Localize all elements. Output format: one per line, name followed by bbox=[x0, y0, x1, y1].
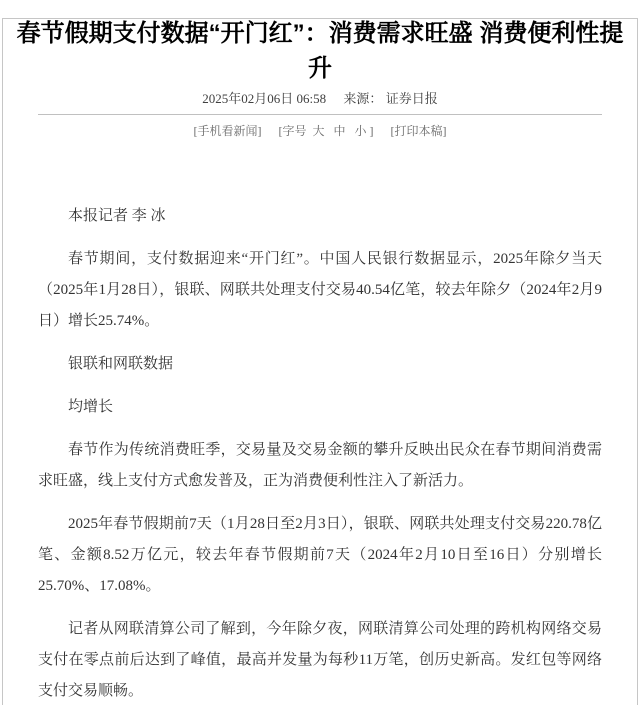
byline: 本报记者 李 冰 bbox=[68, 208, 166, 224]
paragraph: 均增长 bbox=[68, 399, 114, 415]
font-size-medium-link[interactable]: 中 bbox=[333, 124, 346, 138]
paragraph: 银联和网联数据 bbox=[68, 356, 174, 372]
article-body bbox=[38, 201, 602, 707]
font-size-control bbox=[278, 123, 373, 139]
article-title: 春节假期支付数据“开门红”：消费需求旺盛 消费便利性提升 bbox=[16, 20, 624, 82]
font-size-small-link[interactable]: 小 bbox=[354, 124, 367, 138]
font-size-label: [字号 bbox=[278, 124, 307, 138]
paragraph: 春节期间，支付数据迎来“开门红”。中国人民银行数据显示，2025年除夕当天（2025年1月28日），银联、网联共处理支付交易40.54亿笔，较去年除夕（2024年2月9日）增长25.74%。 bbox=[38, 251, 602, 329]
article-meta bbox=[0, 90, 640, 107]
divider bbox=[38, 114, 602, 115]
font-size-label-close: ] bbox=[369, 124, 374, 138]
font-size-large-link[interactable]: 大 bbox=[312, 124, 325, 138]
print-link[interactable]: [打印本稿] bbox=[390, 124, 447, 138]
article-page bbox=[0, 16, 640, 705]
publish-datetime: 2025年02月06日 06:58 bbox=[202, 91, 327, 106]
paragraph: 2025年春节假期前7天（1月28日至2月3日），银联、网联共处理支付交易220.78亿笔、金额8.52万亿元，较去年春节假期前7天（2024年2月10日至16日）分别增长25.70%、17.08%。 bbox=[38, 516, 602, 594]
toolbar bbox=[0, 123, 640, 139]
paragraph: 记者从网联清算公司了解到，今年除夕夜，网联清算公司处理的跨机构网络交易支付在零点前后达到了峰值，最高并发量为每秒11万笔，创历史新高。发红包等网络支付交易顺畅。 bbox=[38, 621, 602, 699]
paragraph: 春节作为传统消费旺季，交易量及交易金额的攀升反映出民众在春节期间消费需求旺盛，线上支付方式愈发普及，正为消费便利性注入了新活力。 bbox=[38, 442, 602, 489]
source-name: 证券日报 bbox=[385, 91, 438, 106]
mobile-news-link[interactable]: [手机看新闻] bbox=[193, 124, 262, 138]
source-label: 来源： bbox=[343, 91, 383, 106]
